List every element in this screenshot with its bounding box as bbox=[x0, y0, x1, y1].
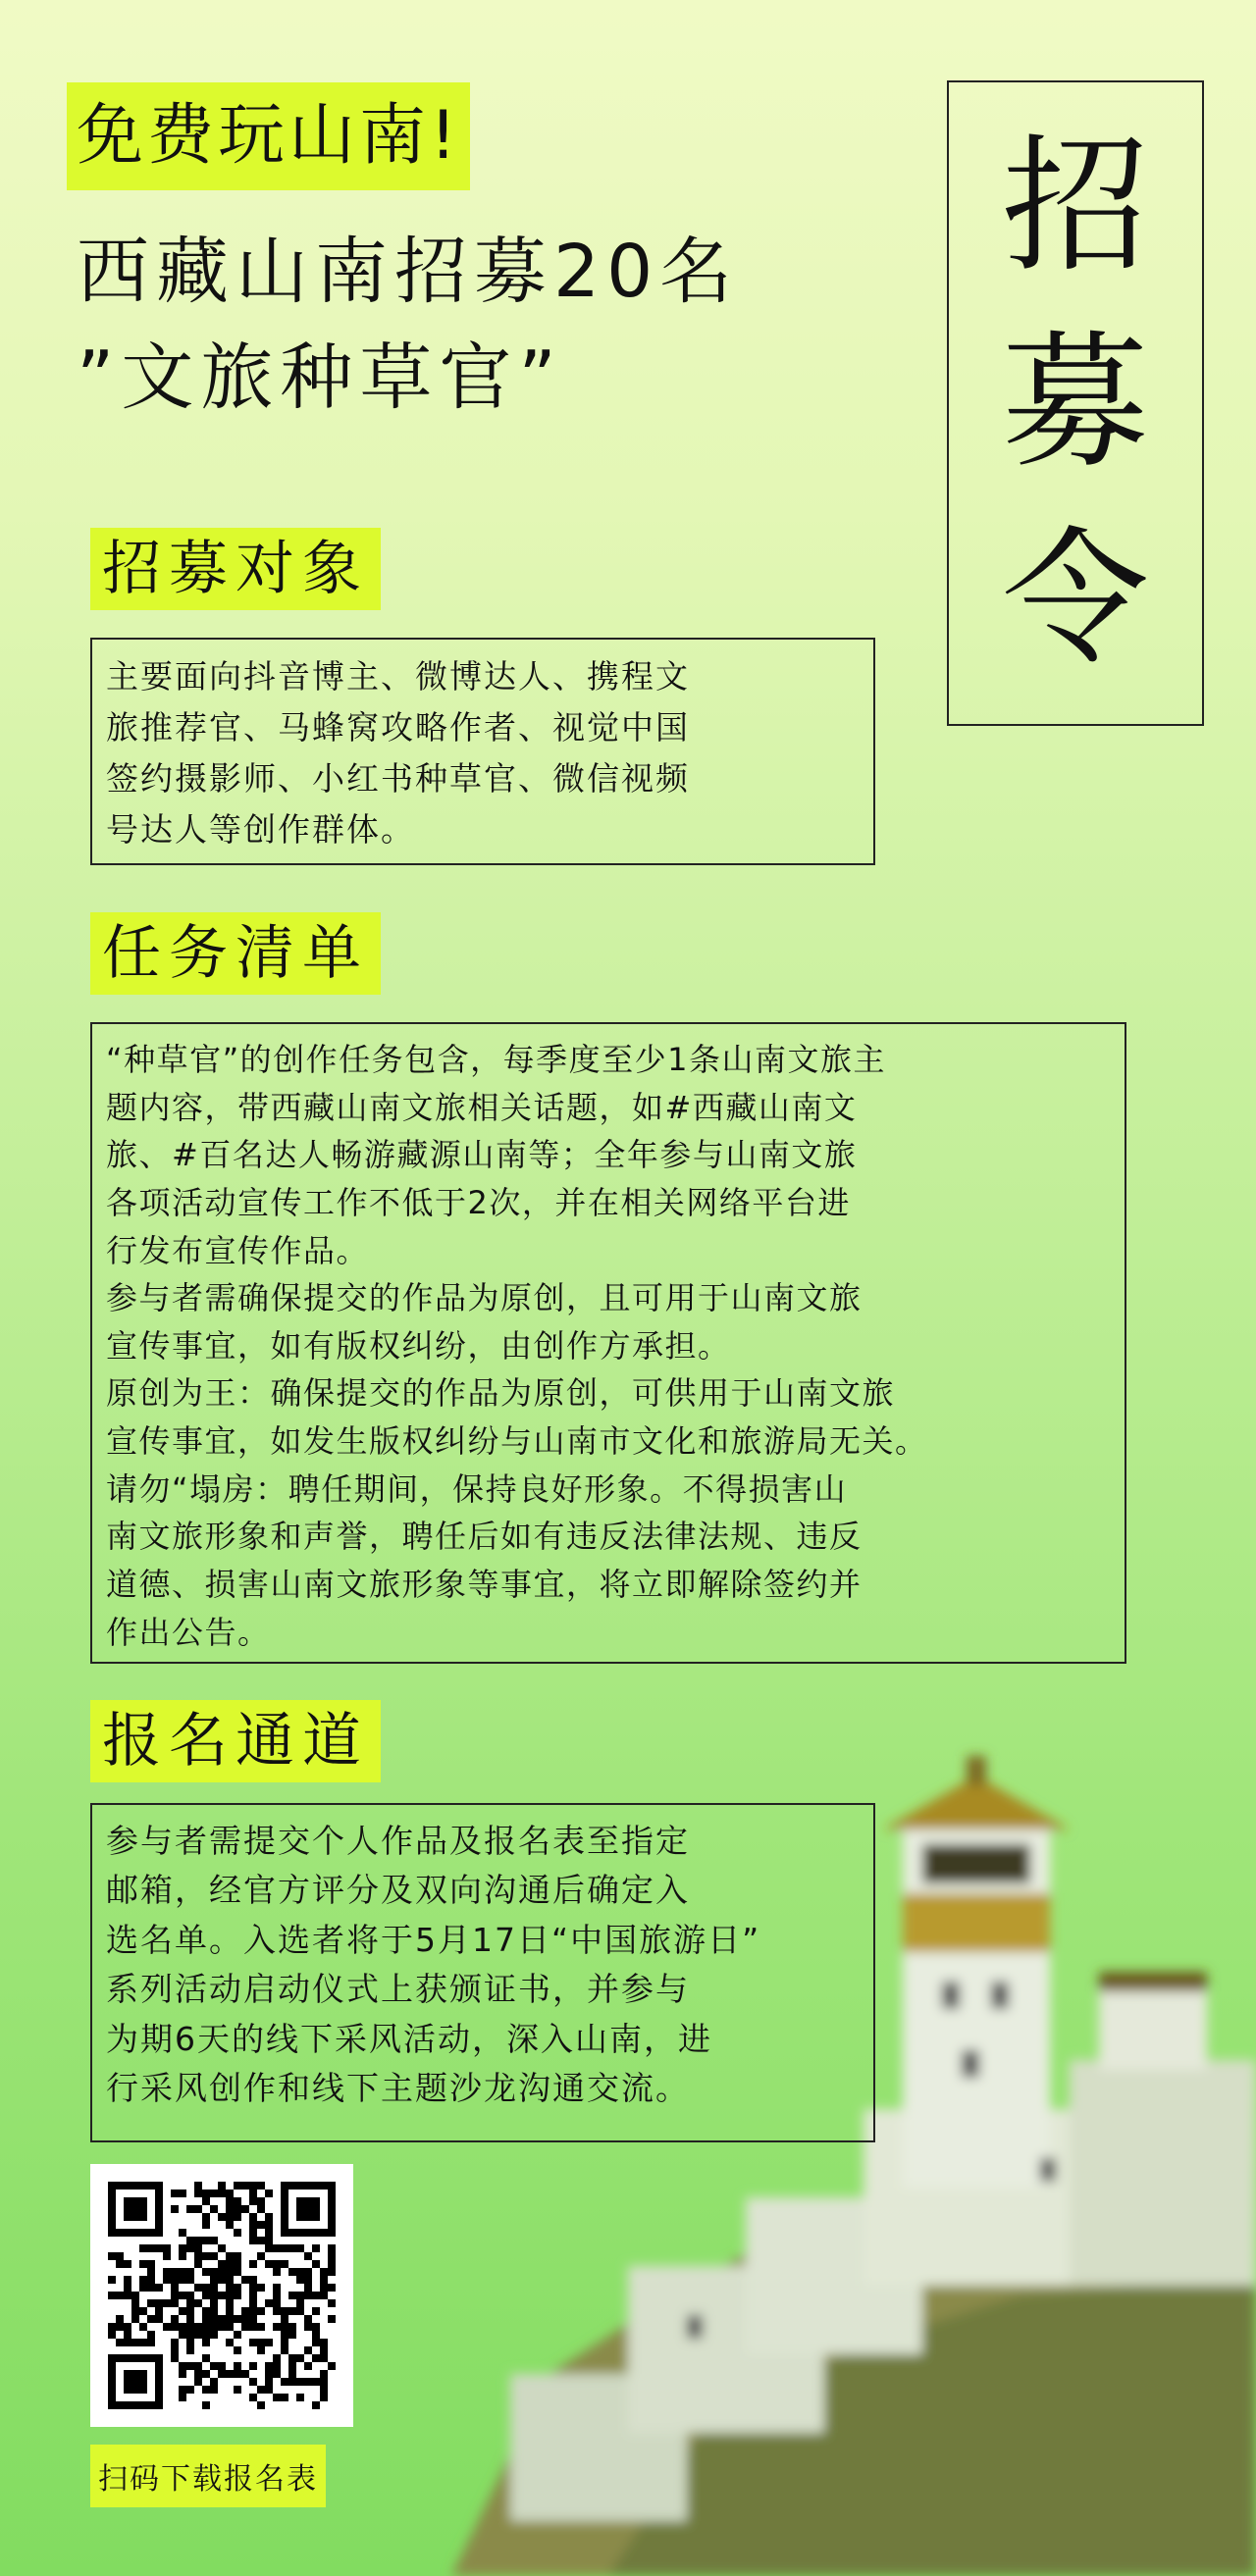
tasks-line: 南文旅形象和声誉，聘任后如有违反法律法规、违反 bbox=[106, 1518, 863, 1556]
targets-line: 号达人等创作群体。 bbox=[106, 810, 415, 850]
tasks-line: 参与者需确保提交的作品为原创，且可用于山南文旅 bbox=[106, 1279, 863, 1317]
section-title-tasks: 任务清单 bbox=[90, 912, 381, 995]
tasks-line: 作出公告。 bbox=[106, 1613, 271, 1651]
tasks-line: 旅、#百名达人畅游藏源山南等；全年参与山南文旅 bbox=[106, 1136, 858, 1174]
banner-char-3: 令 bbox=[1001, 514, 1149, 685]
qr-code-icon bbox=[108, 2182, 336, 2409]
targets-box bbox=[90, 638, 875, 865]
targets-line: 主要面向抖音博主、微博达人、携程文 bbox=[106, 657, 690, 696]
targets-line: 旅推荐官、马蜂窝攻略作者、视觉中国 bbox=[106, 708, 690, 747]
signup-line: 选名单。入选者将于5月17日“中国旅游日” bbox=[106, 1920, 761, 1959]
section-title-signup: 报名通道 bbox=[90, 1700, 381, 1782]
signup-line: 邮箱，经官方评分及双向沟通后确定入 bbox=[106, 1871, 690, 1910]
signup-line: 系列活动启动仪式上获颁证书，并参与 bbox=[106, 1970, 690, 2009]
banner-char-1: 招 bbox=[1001, 122, 1149, 292]
tasks-line: 道德、损害山南文旅形象等事宜，将立即解除签约并 bbox=[106, 1565, 863, 1603]
qr-label: 扫码下载报名表 bbox=[90, 2445, 326, 2507]
tasks-line: “种草官”的创作任务包含，每季度至少1条山南文旅主 bbox=[106, 1041, 887, 1078]
targets-line: 签约摄影师、小红书种草官、微信视频 bbox=[106, 759, 690, 799]
qr-code[interactable] bbox=[90, 2164, 353, 2427]
signup-line: 参与者需提交个人作品及报名表至指定 bbox=[106, 1822, 690, 1860]
headline: 免费玩山南! bbox=[67, 82, 470, 190]
tasks-line: 宣传事宜，如有版权纠纷，由创作方承担。 bbox=[106, 1326, 731, 1365]
tasks-line: 题内容，带西藏山南文旅相关话题，如#西藏山南文 bbox=[106, 1088, 858, 1126]
tasks-line: 行发布宣传作品。 bbox=[106, 1231, 370, 1269]
banner-char-2: 募 bbox=[1001, 318, 1149, 489]
section-title-targets: 招募对象 bbox=[90, 528, 381, 610]
recruitment-banner bbox=[947, 80, 1204, 726]
subtitle-line-2: ”文旅种草官” bbox=[77, 335, 563, 420]
tasks-line: 各项活动宣传工作不低于2次，并在相关网络平台进 bbox=[106, 1183, 851, 1221]
signup-line: 为期6天的线下采风活动，深入山南，进 bbox=[106, 2019, 712, 2058]
signup-box bbox=[90, 1803, 875, 2142]
tasks-box bbox=[90, 1022, 1126, 1664]
subtitle-line-1: 西藏山南招募20名 bbox=[77, 230, 740, 314]
tasks-line: 请勿“塌房：聘任期间，保持良好形象。不得损害山 bbox=[106, 1469, 848, 1508]
signup-line: 行采风创作和线下主题沙龙沟通交流。 bbox=[106, 2069, 690, 2108]
tasks-line: 原创为王：确保提交的作品为原创，可供用于山南文旅 bbox=[106, 1374, 896, 1413]
tasks-line: 宣传事宜，如发生版权纠纷与山南市文化和旅游局无关。 bbox=[106, 1422, 928, 1460]
